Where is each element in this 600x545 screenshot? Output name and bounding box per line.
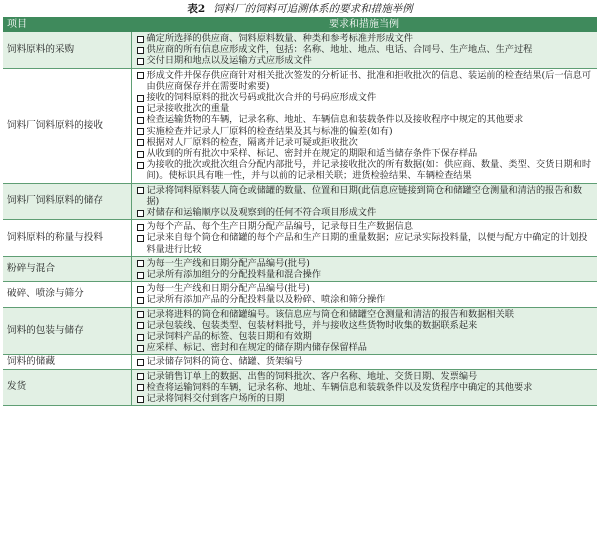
- requirements-cell: [131, 307, 597, 355]
- requirement-item: 确定所选择的供应商、饲料原料数量、种类和参考标准并形成文件: [136, 33, 594, 44]
- stage-cell: 破碎、喷涂与筛分: [3, 282, 131, 307]
- requirement-item: 应采样、标记、密封和在规定的储存期内储存保留样品: [136, 342, 594, 353]
- requirement-item: 记录储存饲料的筒仓、储罐、货架编号: [136, 356, 594, 367]
- table-number: 表2: [187, 3, 206, 15]
- table-title: 饲料厂的饲料可追溯体系的要求和措施举例: [213, 3, 413, 15]
- stage-cell: 饲料的包装与储存: [3, 307, 131, 355]
- requirements-cell: [131, 68, 597, 183]
- requirement-item: 为每一生产线和日期分配产品编号(批号): [136, 283, 594, 294]
- requirement-item: 交付日期和地点以及运输方式应形成文件: [136, 55, 594, 66]
- requirement-item: 从收到的所有批次中采样、标记、密封并在规定的期限和适当储存条件下保存样品: [136, 148, 594, 159]
- requirement-item: 接收的饲料原料的批次号码或批次合并的号码应形成文件: [136, 92, 594, 103]
- requirement-list: [136, 258, 594, 280]
- stage-cell: 饲料厂饲料原料的接收: [3, 68, 131, 183]
- header-requirements: 要求和措施当例: [131, 17, 597, 32]
- table-row: [3, 220, 597, 257]
- table-row: [3, 369, 597, 406]
- requirements-cell: [131, 355, 597, 369]
- requirement-item: 记录将饲料交付到客户场所的日期: [136, 393, 594, 404]
- header-stage: 项目: [3, 17, 131, 32]
- stage-cell: 饲料原料的采购: [3, 32, 131, 68]
- requirements-cell: [131, 220, 597, 257]
- stage-cell: 发货: [3, 369, 131, 406]
- requirement-list: [136, 371, 594, 405]
- requirements-cell: [131, 369, 597, 406]
- table-row: [3, 355, 597, 369]
- requirement-list: [136, 185, 594, 219]
- table-caption: [0, 0, 600, 17]
- table-row: [3, 68, 597, 183]
- table-body: [3, 32, 597, 406]
- requirement-item: 记录将饲料原料装人筒仓或储罐的数量、位置和日期(此信息应链接到筒仓和储罐空仓测量和清洁的报告和数据): [136, 185, 594, 207]
- requirement-item: 形成文件并保存供应商针对相关批次签发的分析证书、批准和拒收批次的信息、装运前的检查结果(后一信息可由供应商保存并在需要时索要): [136, 70, 594, 92]
- requirement-item: 检查运输货物的车辆，记录名称、地址、车辆信息和装载条件以及接收程序中规定的其他要求: [136, 114, 594, 125]
- traceability-table: [3, 17, 597, 406]
- table-row: [3, 32, 597, 68]
- requirement-item: 对储存和运输顺序以及观察到的任何不符合项目形成文件: [136, 207, 594, 218]
- requirement-item: 记录包装线、包装类型、包装材料批号，并与接收这些货物时收集的数据联系起来: [136, 320, 594, 331]
- table-row: [3, 183, 597, 220]
- stage-cell: 粉碎与混合: [3, 256, 131, 281]
- requirement-list: [136, 283, 594, 305]
- requirement-item: 记录所有添加产品的分配投料量以及粉碎、喷涂和筛分操作: [136, 294, 594, 305]
- requirement-list: [136, 221, 594, 255]
- table-header-row: [3, 17, 597, 32]
- table-row: [3, 307, 597, 355]
- requirement-list: [136, 309, 594, 354]
- requirement-item: 记录饲料产品的标签、包装日期和有效期: [136, 331, 594, 342]
- requirement-item: 为接收的批次或批次组合分配内部批号，并记录接收批次的所有数据(如：供应商、数量、类型、交货日期和时间)。使标识具有唯一性，并与以前的记录相关联；进货检验结果、车辆检查结果: [136, 159, 594, 181]
- table-row: [3, 282, 597, 307]
- requirement-item: 根据对人厂原料的检查，隔离并记录可疑或拒收批次: [136, 137, 594, 148]
- requirements-cell: [131, 32, 597, 68]
- requirement-item: 检查将运输饲料的车辆，记录名称、地址、车辆信息和装载条件以及发货程序中确定的其他要求: [136, 382, 594, 393]
- requirement-list: [136, 356, 594, 367]
- requirements-cell: [131, 256, 597, 281]
- requirement-item: 记录来自每个筒仓和储罐的每个产品和生产日期的重量数据；应记录实际投料量，以便与配方中确定的计划投料量进行比较: [136, 232, 594, 254]
- stage-cell: 饲料原料的称量与投料: [3, 220, 131, 257]
- requirement-item: 记录接收批次的重量: [136, 103, 594, 114]
- requirements-cell: [131, 282, 597, 307]
- requirement-item: 记录所有添加组分的分配投料量和混合操作: [136, 269, 594, 280]
- stage-cell: 饲料厂饲料原料的储存: [3, 183, 131, 220]
- requirement-item: 为每个产品、每个生产日期分配产品编号，记录每日生产数据信息: [136, 221, 594, 232]
- requirement-list: [136, 33, 594, 67]
- requirement-item: 记录销售订单上的数据、出售的饲料批次、客户名称、地址、交货日期、发票编号: [136, 371, 594, 382]
- table-row: [3, 256, 597, 281]
- requirement-item: 实施检查并记录人厂原料的检查结果及其与标准的偏差(如有): [136, 126, 594, 137]
- requirement-item: 为每一生产线和日期分配产品编号(批号): [136, 258, 594, 269]
- requirement-item: 供应商的所有信息应形成文件，包括：名称、地址、地点、电话、合同号、生产地点、生产过程: [136, 44, 594, 55]
- requirement-list: [136, 70, 594, 182]
- stage-cell: 饲料的储藏: [3, 355, 131, 369]
- requirements-cell: [131, 183, 597, 220]
- requirement-item: 记录将进料的筒仓和储罐编号。该信息应与筒仓和储罐空仓测量和清洁的报告和数据相关联: [136, 309, 594, 320]
